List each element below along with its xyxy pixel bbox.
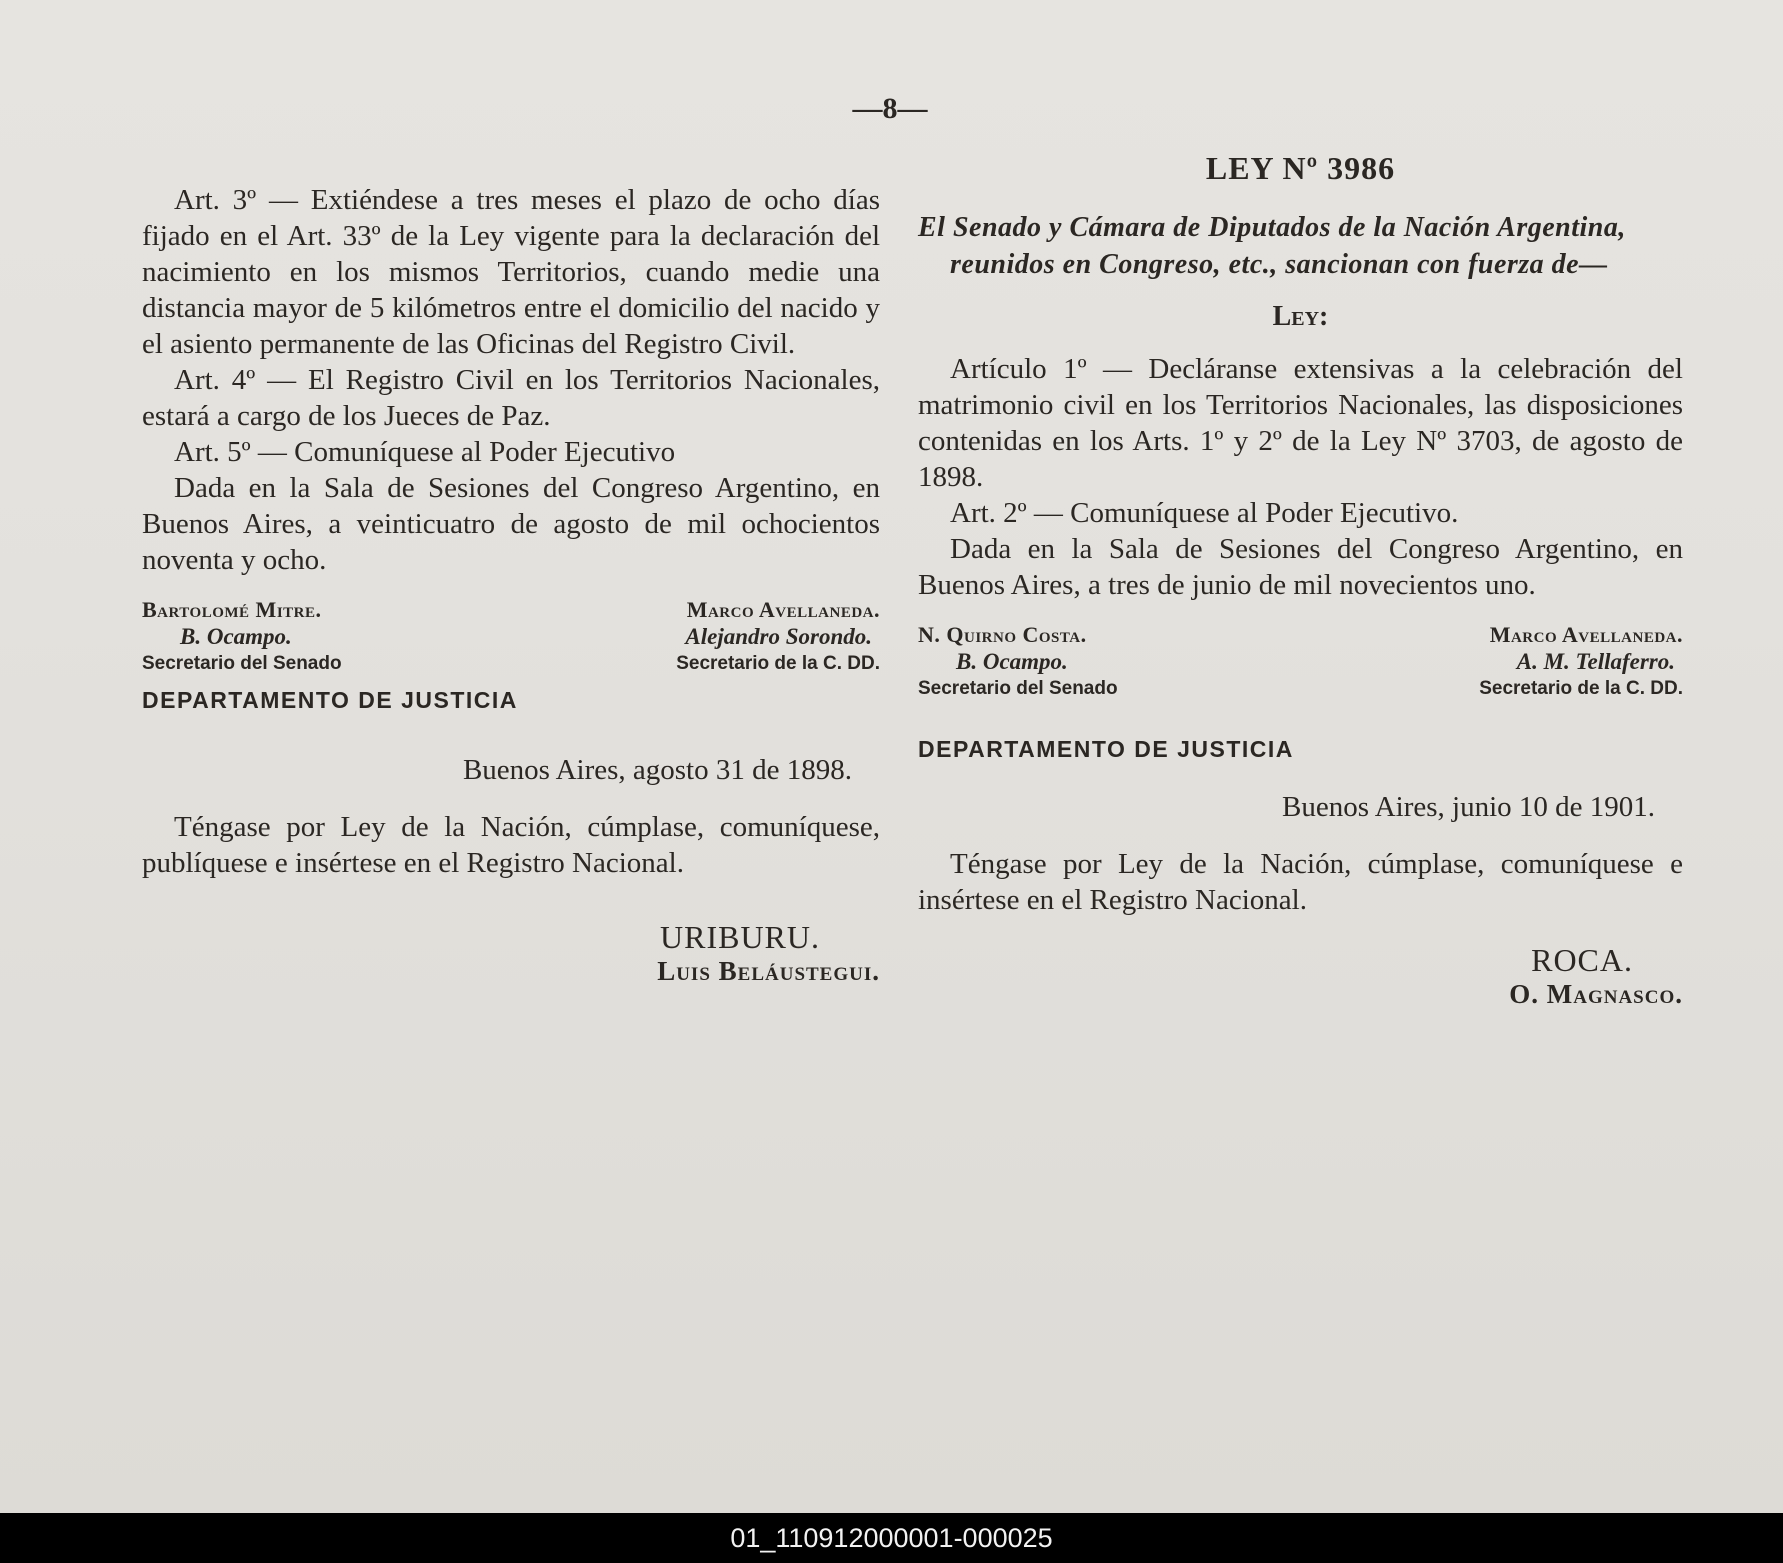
law-title: LEY Nº 3986 xyxy=(1205,150,1396,186)
minister-signature: Luis Beláustegui. xyxy=(657,956,880,986)
president-signature: URIBURU. xyxy=(659,919,820,955)
department-heading: DEPARTAMENTO DE JUSTICIA xyxy=(142,687,518,713)
congress-signatures xyxy=(918,621,1683,702)
congress-signatures xyxy=(142,596,880,677)
sanction-paragraph: Dada en la Sala de Sesiones del Congreso Argentino, en Buenos Aires, a veinticuatro de agosto de mil ochocientos noventa y ocho. xyxy=(142,472,880,576)
senate-president-name: Bartolomé Mitre. xyxy=(142,597,322,622)
place-date: Buenos Aires, agosto 31 de 1898. xyxy=(462,754,852,786)
place-date: Buenos Aires, junio 10 de 1901. xyxy=(1282,791,1655,823)
article-4: Art. 4º — El Registro Civil en los Territorios Nacionales, estará a cargo de los Jueces de Paz. xyxy=(142,364,880,432)
page-number: —8— xyxy=(852,92,928,125)
promulgation-decree: Téngase por Ley de la Nación, cúmplase, comuníquese e insértese en el Registro Nacional. xyxy=(918,848,1683,916)
senate-signature xyxy=(918,621,1118,702)
article-2: Art. 2º — Comuníquese al Poder Ejecutivo. xyxy=(950,497,1459,529)
article-5: Art. 5º — Comuníquese al Poder Ejecutivo xyxy=(174,436,676,468)
chamber-signature xyxy=(676,596,880,677)
left-column xyxy=(142,182,880,987)
sanction-paragraph: Dada en la Sala de Sesiones del Congreso Argentino, en Buenos Aires, a tres de junio de mil novecientos uno. xyxy=(918,533,1683,601)
chamber-signature xyxy=(1479,621,1683,702)
ley-heading: Ley: xyxy=(1272,301,1329,332)
right-column xyxy=(918,150,1683,1010)
chamber-secretary-role: Secretario de la C. DD. xyxy=(1479,678,1683,699)
chamber-president-name: Marco Avellaneda. xyxy=(686,597,880,622)
senate-secretary-name: B. Ocampo. xyxy=(180,624,292,649)
department-heading: DEPARTAMENTO DE JUSTICIA xyxy=(918,736,1294,762)
minister-signature: O. Magnasco. xyxy=(1509,979,1683,1009)
image-id-footer: 01_110912000001-000025 xyxy=(0,1513,1783,1563)
chamber-president-name: Marco Avellaneda. xyxy=(1489,622,1683,647)
senate-president-name: N. Quirno Costa. xyxy=(918,622,1087,647)
executive-signatures xyxy=(142,919,880,987)
chamber-secretary-role: Secretario de la C. DD. xyxy=(676,653,880,674)
chamber-secretary-name: A. M. Tellaferro. xyxy=(1516,649,1675,674)
article-3: Art. 3º — Extiéndese a tres meses el plazo de ocho días fijado en el Art. 33º de la Ley vigente para la declaración del nacimiento en los mismos Territorios, cuando medie una distancia mayor de 5 kilómetros entre el domicilio del nacido y el asiento permanente de las Oficinas del Registro Civil. xyxy=(142,184,880,360)
article-1: Artículo 1º — Decláranse extensivas a la celebración del matrimonio civil en los Territorios Nacionales, las disposiciones contenidas en los Arts. 1º y 2º de la Ley Nº 3703, de agosto de 1898. xyxy=(918,353,1683,493)
senate-secretary-role: Secretario del Senado xyxy=(142,653,342,674)
president-signature: ROCA. xyxy=(1531,942,1633,978)
senate-secretary-name: B. Ocampo. xyxy=(956,649,1068,674)
law-preamble: El Senado y Cámara de Diputados de la Nación Argentina, reunidos en Congreso, etc., sancionan con fuerza de— xyxy=(918,212,1626,280)
promulgation-decree: Téngase por Ley de la Nación, cúmplase, comuníquese, publíquese e insértese en el Registro Nacional. xyxy=(142,811,880,879)
senate-signature xyxy=(142,596,342,677)
chamber-secretary-name: Alejandro Sorondo. xyxy=(685,624,872,649)
executive-signatures xyxy=(918,942,1683,1010)
senate-secretary-role: Secretario del Senado xyxy=(918,678,1118,699)
